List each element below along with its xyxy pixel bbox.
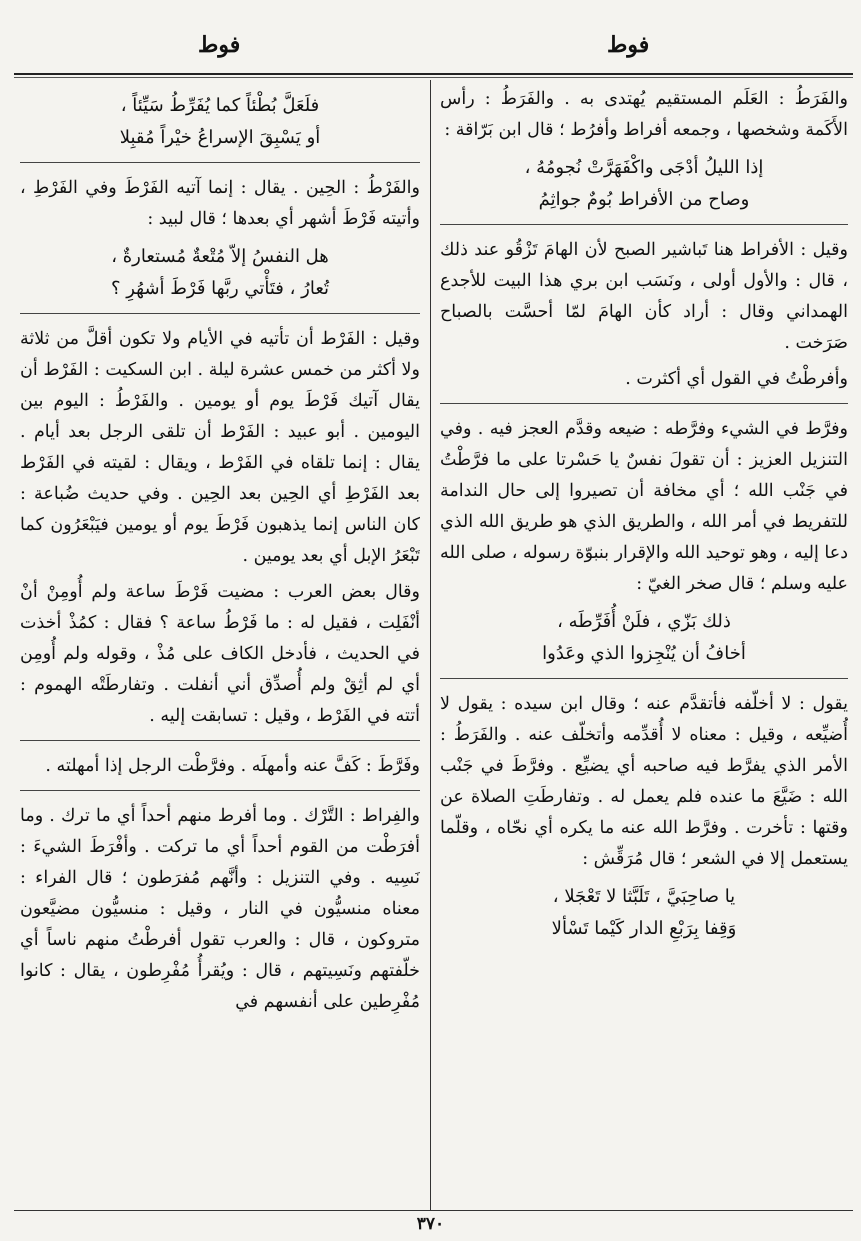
poetry-verse [20, 90, 420, 154]
section-separator [20, 162, 420, 163]
left-column [20, 84, 420, 1204]
verse-line: إذا الليلُ أدْجَى واكْفَهَرَّتْ نُجومُهُ ، [524, 157, 764, 178]
poetry-verse [440, 152, 848, 216]
verse-line: تُعارُ ، فتَأْتي ربَّها فَرْطَ أشهُرِ ؟ [110, 278, 330, 299]
paragraph: وفرَّط في الشيء وفرَّطه : ضيعه وقدَّم العجز فيه . وفي التنزيل العزيز : أن تقولَ نفسٌ يا حَسْرتا على ما فرَّطْتُ في جَنْب الله ؛ أي مخافة أن تصيروا إلى حال الندامة للتفريط في أمر الله ، والطريق الذي هو طريق الله الذي دعا إليه ، وهو توحيد الله والإقرار بنبوّة رسوله ، صلى الله عليه وسلم ؛ قال صخر الغيّ : [440, 419, 848, 594]
verse-line: وَقِفا بِرَبْعِ الدار كَيْما تَسْألا [551, 918, 737, 939]
section-separator [20, 313, 420, 314]
paragraph: وقيل : الأفراط هنا تَباشير الصبح لأن الهامَ تَزْقُو عند ذلك ، قال : والأول أولى ، ونَسَب ابن بري هذا البيت للأجدع الهمداني وقال : أراد كأن الهامَ لمّا أحسَّت بالصباح صَرَخت . [440, 240, 848, 353]
paragraph: وأفرطْتُ في القول أي أكثرت . [625, 369, 848, 389]
verse-line: أو يَسْبِقَ الإسراعُ خيْراً مُقبِلا [119, 127, 321, 148]
verse-line: وصاح من الأفراط بُومٌ جواثِمُ [538, 189, 750, 210]
verse-line: أخافُ أن يُنْجِزوا الذي وعَدُوا [542, 643, 746, 664]
section-separator [440, 224, 848, 225]
header-word-right: فوط [607, 32, 650, 58]
page-number: ٣٧٠ [416, 1214, 445, 1234]
poetry-verse [440, 606, 848, 670]
header-rule-thin [14, 77, 853, 78]
section-separator [20, 740, 420, 741]
paragraph: يقول : لا أخلّفه فأتقدَّم عنه ؛ وقال ابن سيده : يقول لا أُضيِّعه ، وقيل : معناه لا أُقدِّمه وأتخلّف عنه . والفَرَطُ : الأمر الذي يفرَّط فيه صاحبه أي يضيِّع . وفرَّطَ في جَنْب الله : ضَيَّعَ ما عنده فلم يعمل له . وتفارطَتِ الصلاة عن وقتها : تأخرت . وفرَّط الله عنه ما يكره أي نحّاه ، وقلّما يستعمل إلا في الشعر ؛ قال مُرَقِّش : [440, 694, 848, 869]
poetry-verse [20, 241, 420, 305]
column-divider [430, 80, 431, 1210]
right-column [440, 84, 848, 1204]
header-rule [14, 73, 853, 75]
poetry-verse [440, 881, 848, 945]
paragraph: والفَرْطُ : الحِين . يقال : إنما آتيه الفَرْطَ وفي الفَرْطِ ، وأتيته فَرْطَ أشهر أي بعدها ؛ قال لبيد : [20, 178, 420, 229]
footer-rule [14, 1210, 853, 1211]
paragraph: وفَرَّطَ : كَفَّ عنه وأمهلَه . وفرَّطْت الرجل إذا أمهلته . [45, 756, 420, 776]
verse-line: هل النفسُ إلاّ مُتْعةٌ مُستعارةٌ ، [111, 246, 329, 267]
paragraph: والفِراط : التَّرْك . وما أفرط منهم أحداً أي ما ترك . وما أفرَطْت من القوم أحداً أي ما تركت . وأفْرَطَ الشيءَ : نَسِيه . وفي التنزيل : وأنَّهم مُفرَطون ؛ قال الفراء : معناه منسيُّون في النار ، وقيل : منسيُّون مضيَّعون متروكون ، قال : والعرب تقول أفرطْتُ منهم ناساً أي خلّفتهم ونَسِيتهم ، قال : ويُقرأُ مُفْرِطون ، يقال : كانوا مُفْرِطين على أنفسهم في [20, 806, 420, 1012]
section-separator [440, 678, 848, 679]
paragraph: وقال بعض العرب : مضيت فَرْطَ ساعة ولم أُومِنْ أنْ أنْفَلِت ، فقيل له : ما فَرْطُ ساعة ؟ فقال : كمُذْ أخذت في الحديث ، فأدخل الكاف على مُذْ ، وقوله ولم أُومِن أي لم أثِقْ ولم أُصدِّق أني أنفلت . وتفارطَتْه الهموم : أتته في الفَرْط ، وقيل : تسابقت إليه . [20, 582, 420, 726]
header-word-left: فوط [198, 32, 241, 58]
verse-line: ذلك بَزّي ، فلَنْ أُفَرِّطَه ، [557, 611, 731, 632]
section-separator [440, 403, 848, 404]
paragraph: والفَرَطُ : العَلَم المستقيم يُهتدى به . والفَرَطُ : رأس الأَكَمة وشخصها ، وجمعه أفراط وأفرُط ؛ قال ابن بَرّاقة : [440, 89, 848, 140]
paragraph: وقيل : الفَرْط أن تأتيه في الأيام ولا تكون أقلَّ من ثلاثة ولا أكثر من خمس عشرة ليلة . ابن السكيت : الفَرْط أن يقال آتيك فَرْطَ يوم أو يومين . والفَرْطُ : اليوم بين اليومين . أبو عبيد : الفَرْط أن تلقى الرجل بعد أيام . يقال : إنما تلقاه في الفَرْط ، ويقال : لقيته في الفَرْط بعد الفَرْطِ أي الحِين بعد الحِين . وفي حديث ضُباعة : كان الناس إنما يذهبون فَرْطَ يوم أو يومين فيَبْعَرُون كما تَبْعَرُ الإبل أي بعد يومين . [20, 329, 420, 566]
verse-line: يا صاحِبَيَّ ، تَلَبَّثا لا تَعْجَلا ، [552, 886, 736, 907]
section-separator [20, 790, 420, 791]
verse-line: فلَعَلَّ بُطْئاً كما يُفَرِّطُ سَيِّئاً ، [120, 95, 320, 116]
